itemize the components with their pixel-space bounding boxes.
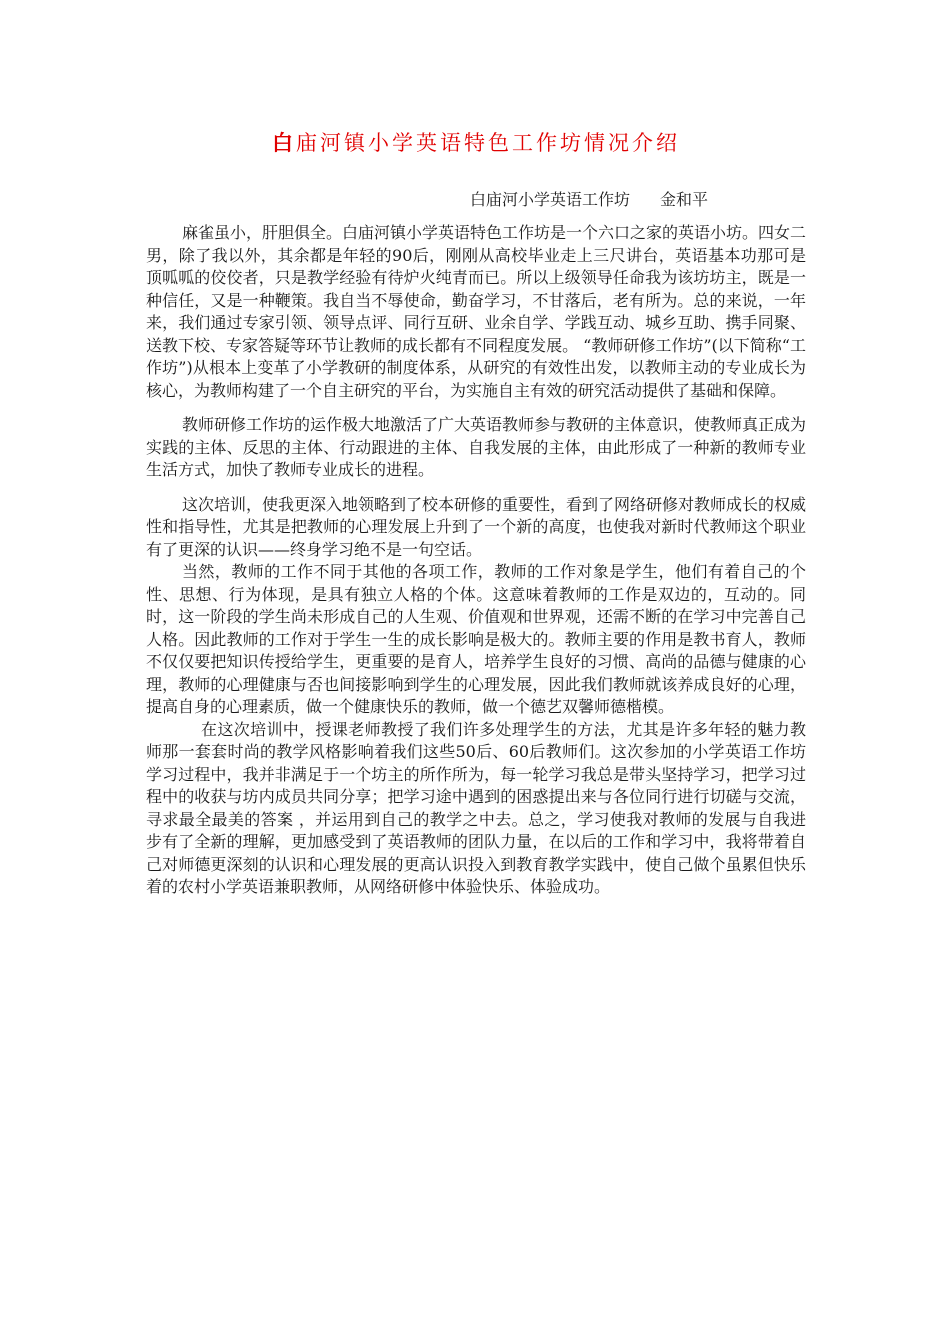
byline bbox=[146, 188, 806, 212]
byline-author: 金和平 bbox=[659, 190, 708, 209]
paragraph-5: 在这次培训中，授课老师教授了我们许多处理学生的方法，尤其是许多年轻的魅力教师那一套套时尚的教学风格影响着我们这些50后、60后教师们。这次参加的小学英语工作坊学习过程中，我并非满足于一个坊主的所作所为，每一轮学习我总是带头坚持学习，把学习过程中的收获与坊内成员共同分享；把学习途中遇到的困惑提出来与各位同行进行切磋与交流，寻求最全最美的答案 ，并运用到自己的教学之中去。总之，学习使我对教师的发展与自我进步有了全新的理解，更加感受到了英语教师的团队力量，在以后的工作和学习中，我将带着自己对师德更深刻的认识和心理发展的更高认识投入到教育教学实践中，使自己做个虽累但快乐着的农村小学英语兼职教师，从网络研修中体验快乐、体验成功。 bbox=[146, 719, 806, 896]
paragraph-4: 当然，教师的工作不同于其他的各项工作，教师的工作对象是学生，他们有着自己的个性、思想、行为体现，是具有独立人格的个体。这意味着教师的工作是双边的，互动的。同时，这一阶段的学生尚未形成自己的人生观、价值观和世界观，还需不断的在学习中完善自己人格。因此教师的工作对于学生一生的成长影响是极大的。教师主要的作用是教书育人，教师不仅仅要把知识传授给学生，更重要的是育人，培养学生良好的习惯、高尚的品德与健康的心理，教师的心理健康与否也间接影响到学生的心理发展，因此我们教师就该养成良好的心理，提高自身的心理素质，做一个健康快乐的教师，做一个德艺双馨师德楷模。 bbox=[146, 562, 806, 716]
paragraph-3: 这次培训，使我更深入地领略到了校本研修的重要性，看到了网络研修对教师成长的权威性和指导性，尤其是把教师的心理发展上升到了一个新的高度，也使我对新时代教师这个职业有了更深的认识——终身学习绝不是一句空话。 bbox=[146, 494, 807, 559]
document-title bbox=[146, 128, 806, 158]
title-first-char: 白 bbox=[272, 130, 296, 155]
title-rest: 庙河镇小学英语特色工作坊情况介绍 bbox=[296, 131, 680, 155]
document-page bbox=[146, 120, 806, 899]
paragraph-1: 麻雀虽小，肝胆俱全。白庙河镇小学英语特色工作坊是一个六口之家的英语小坊。四女二男，除了我以外，其余都是年轻的90后，刚刚从高校毕业走上三尺讲台，英语基本功那可是顶呱呱的佼佼者，只是教学经验有待炉火纯青而已。所以上级领导任命我为该坊坊主，既是一种信任，又是一种鞭策。我自当不辱使命，勤奋学习，不甘落后，老有所为。总的来说，一年来，我们通过专家引领、领导点评、同行互研、业余自学、学践互动、城乡互助、携手同聚、送教下校、专家答疑等环节让教师的成长都有不同程度发展。 “教师研修工作坊”(以下简称“工作坊”)从根本上变革了小学教研的制度体系，从研究的有效性出发，以教师主动的专业成长为核心，为教师构建了一个自主研究的平台，为实施自主有效的研究活动提供了基础和保障。 bbox=[146, 223, 807, 400]
paragraph-2: 教师研修工作坊的运作极大地激活了广大英语教师参与教研的主体意识，使教师真正成为实践的主体、反思的主体、行动跟进的主体、自我发展的主体，由此形成了一种新的教师专业生活方式，加快了教师专业成长的进程。 bbox=[146, 415, 807, 479]
byline-org: 白庙河小学英语工作坊 bbox=[469, 190, 630, 209]
